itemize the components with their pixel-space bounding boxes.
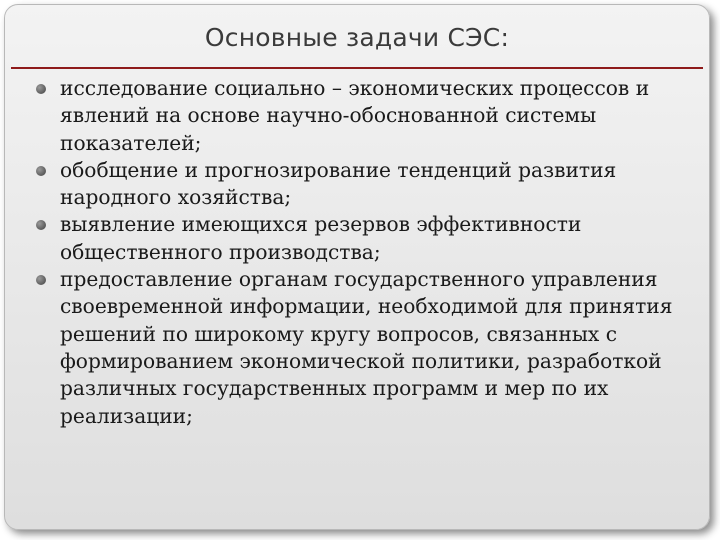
list-item-text: обобщение и прогнозирование тенденций развития народного хозяйства; [60, 157, 617, 210]
slide-title: Основные задачи СЭС: [204, 23, 510, 52]
list-item [27, 157, 703, 212]
list-item-text: предоставление органам государственного управления своевременной информации, необходимой для принятия решений по широкому кругу вопросов, связанных с формированием экономической политики, разработкой различных государственных программ и мер по их реализации; [60, 267, 673, 428]
list-item [27, 211, 703, 266]
list-item-text: исследование социально – экономических процессов и явлений на основе научно-обоснованной системы показателей; [60, 76, 650, 155]
list-item [27, 266, 703, 430]
bullet-icon [36, 166, 46, 176]
task-list [27, 75, 703, 430]
bullet-icon [36, 220, 46, 230]
list-item [27, 75, 703, 157]
list-item-text: выявление имеющихся резервов эффективности общественного производства; [60, 212, 582, 264]
slide-panel [4, 4, 710, 530]
bullet-icon [36, 84, 46, 94]
title-divider [11, 67, 703, 69]
bullet-icon [36, 275, 46, 285]
